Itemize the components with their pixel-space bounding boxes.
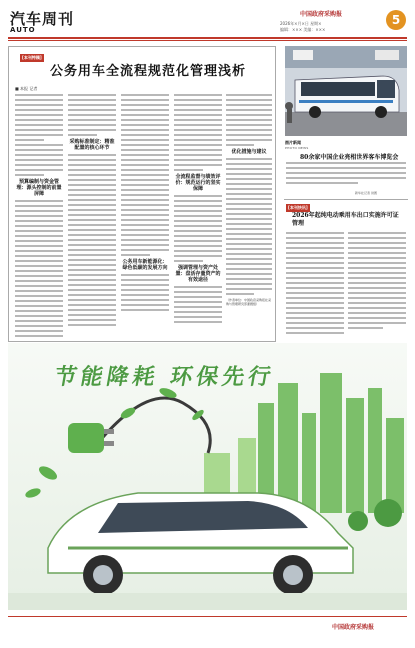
masthead: 中国政府采购报: [300, 11, 343, 18]
article-subhead: 强调管理与资产处置：盘活存量资产的有效途径: [175, 265, 221, 283]
article-column-2: [68, 94, 116, 338]
footer-rule: [8, 616, 407, 617]
page-number: 5: [386, 10, 406, 30]
article-byline: ■ 本报 记者: [15, 86, 38, 91]
illustration-slogan: 节能降耗 环保先行: [52, 364, 277, 390]
date-line: 2026年×月×日 星期×: [280, 21, 322, 26]
article-end-note: （作者单位：中国政府采购报社采购与管理研究部课题组）: [226, 298, 272, 306]
photo-caption-text: [286, 162, 406, 188]
side-news-headline[interactable]: 2026年起纯电动乘用车出口实施许可证管理: [292, 212, 399, 227]
footer-masthead-logo: 中国政府采购报: [332, 624, 375, 631]
header-rule: [8, 37, 407, 39]
article-column-1: [15, 94, 63, 338]
header-rule-thin: [8, 40, 407, 41]
section-subtitle: AUTO: [10, 26, 36, 34]
photo-credit: 新华社记者 供图: [355, 191, 377, 195]
photo-news-label: 图片新闻: [285, 140, 301, 145]
photo-news-headline[interactable]: 80余家中国企业亮相世界客车博览会: [300, 154, 399, 161]
side-news-column-2: [348, 232, 406, 340]
article-column-5: [226, 94, 272, 338]
photo-news-label-en: PHOTO NEWS: [285, 146, 309, 150]
article-subhead: 公务用车新能源化：绿色低碳的发展方向: [122, 259, 168, 271]
section-title: 汽车周刊: [10, 10, 75, 28]
side-divider: [284, 199, 408, 200]
article-subhead: 预算编制与资金管理：源头控制的前置屏障: [16, 179, 62, 197]
article-tag: [本刊特稿]: [22, 55, 42, 60]
side-news-column-1: [286, 232, 344, 340]
side-news-tag: [本刊快讯]: [288, 205, 308, 210]
article-subhead: 优化措施与建议: [231, 149, 267, 155]
editor-line: 编辑：××× 美编：×××: [280, 27, 326, 32]
article-column-4: [174, 94, 222, 338]
photo-bus-expo: [285, 46, 407, 136]
article-subhead: 采购标准制定：精准配置的核心环节: [69, 139, 115, 151]
article-subhead: 全流程监督与绩效评价：规范运行的坚实保障: [175, 174, 221, 192]
article-column-3: [121, 94, 169, 338]
article-headline[interactable]: 公务用车全流程规范化管理浅析: [50, 64, 247, 79]
